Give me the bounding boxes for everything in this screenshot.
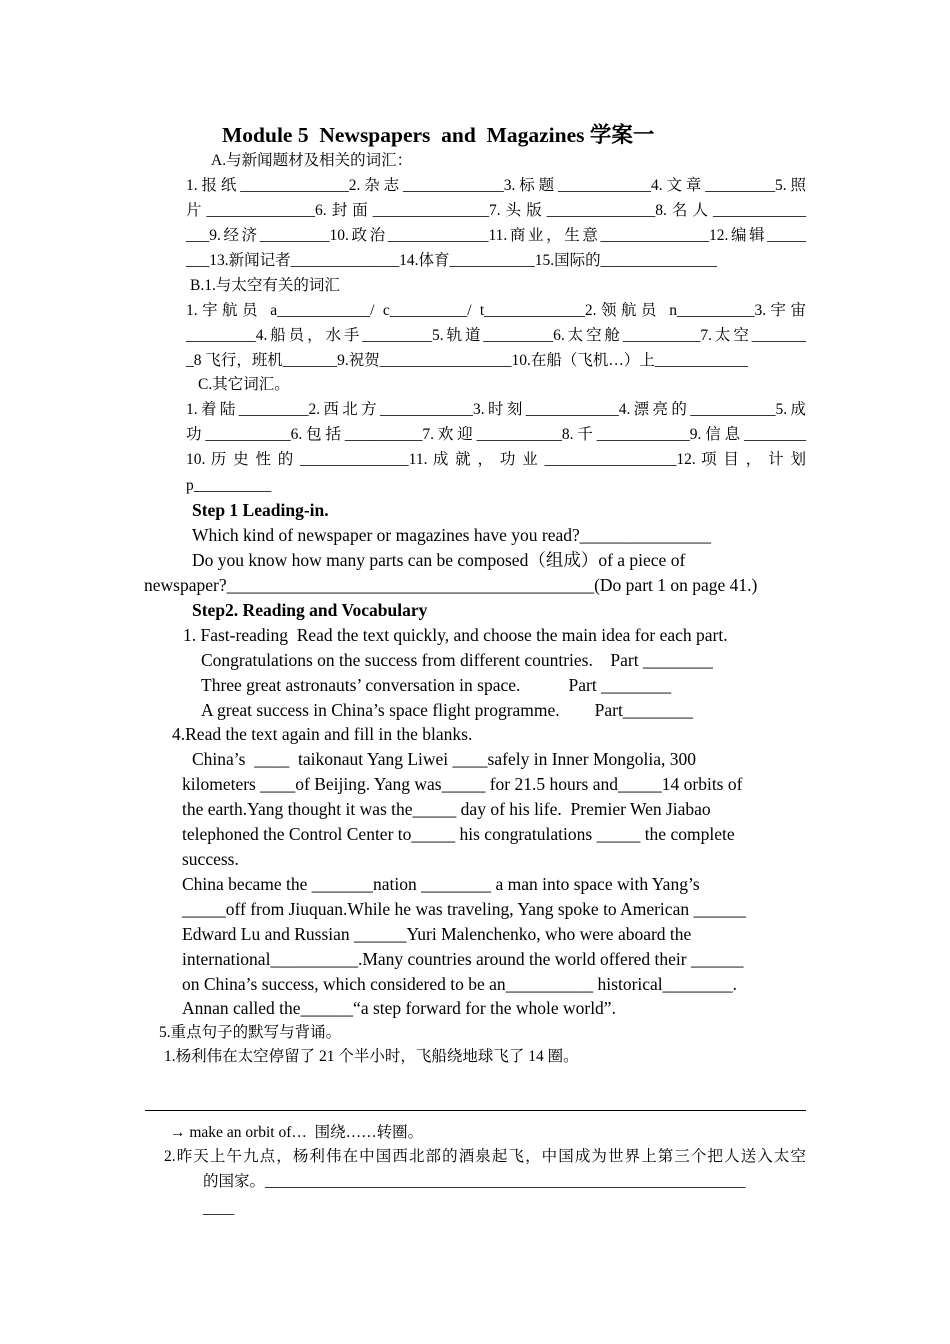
page-title: Module 5 Newspapers and Magazines 学案一 xyxy=(222,123,655,147)
passage-line: on China’s success, which considered to be an__________ historical________. xyxy=(182,974,738,994)
step2-heading: Step2. Reading and Vocabulary xyxy=(192,600,428,620)
read-again-task: 4.Read the text again and fill in the blanks. xyxy=(172,724,473,744)
vocab-line: 1.宇航员 a____________/ c__________/ t_____________2.领航员 n__________3.宇宙 xyxy=(186,302,806,319)
vocab-line: 1.报纸______________2.杂志_____________3.标题____________4.文章_________5.照 xyxy=(186,177,806,194)
vocab-line: p__________ xyxy=(186,477,272,494)
step1-question: newspaper?__________________________________________(Do part 1 on page 41.) xyxy=(144,575,758,595)
note: → make an orbit of… 围绕……转圈。 xyxy=(170,1124,424,1141)
vocab-line: _8 飞行，班机_______9.祝贺_________________10.在船（飞机…）上____________ xyxy=(186,352,748,369)
sentence-2: 2.昨天上午九点，杨利伟在中国西北部的酒泉起飞，中国成为世界上第三个把人送入太空 xyxy=(164,1148,806,1165)
sentence-2-blank: ____ xyxy=(203,1200,234,1217)
vocab-line: 10. 历 史 性 的 ______________11. 成 就 ， 功 业 _________________12. 项 目 ， 计 划 xyxy=(186,451,806,468)
vocab-line: _________4.船员，水手_________5.轨道_________6.太空舱__________7.太空_______ xyxy=(186,327,806,344)
passage-line: Annan called the______“a step forward for the whole world”. xyxy=(182,998,616,1018)
passage-line: success. xyxy=(182,849,239,869)
passage-line: Edward Lu and Russian ______Yuri Malenchenko, who were aboard the xyxy=(182,924,692,944)
vocab-line: 功___________6.包括__________7.欢迎___________8.千____________9.信息________ xyxy=(186,426,806,443)
vocab-line: 1.着陆_________2.西北方____________3.时刻____________4.漂亮的___________5.成 xyxy=(186,401,806,418)
vocab-line: ___13.新闻记者______________14.体育___________15.国际的_______________ xyxy=(186,252,717,269)
sentence-2-cont: 的国家。______________________________________________________________ xyxy=(203,1173,746,1190)
passage-line: kilometers ____of Beijing. Yang was_____ for 21.5 hours and_____14 orbits of xyxy=(182,774,743,794)
passage-line: telephoned the Control Center to_____ his congratulations _____ the complete xyxy=(182,824,735,844)
section-c-heading: C.其它词汇。 xyxy=(198,376,290,393)
passage-line: China’s ____ taikonaut Yang Liwei ____safely in Inner Mongolia, 300 xyxy=(192,749,697,769)
passage-line: China became the _______nation ________ a man into space with Yang’s xyxy=(182,874,700,894)
section-a-heading: A.与新闻题材及相关的词汇： xyxy=(211,152,413,169)
fast-reading-task: 1. Fast-reading Read the text quickly, and choose the main idea for each part. xyxy=(183,625,728,645)
main-idea-item: Congratulations on the success from different countries. Part ________ xyxy=(201,650,713,670)
step1-heading: Step 1 Leading-in. xyxy=(192,500,329,520)
passage-line: international__________.Many countries around the world offered their ______ xyxy=(182,949,744,969)
vocab-line: ___9.经济_________10.政治_____________11.商业，生意______________12.编辑_____ xyxy=(186,227,806,244)
sentence-1: 1.杨利伟在太空停留了 21 个半小时，飞船绕地球飞了 14 圈。 xyxy=(164,1048,579,1065)
main-idea-item: A great success in China’s space flight programme. Part________ xyxy=(201,700,693,720)
passage-line: _____off from Jiuquan.While he was traveling, Yang spoke to American ______ xyxy=(182,899,746,919)
step1-question: Do you know how many parts can be composed（组成）of a piece of xyxy=(192,550,686,570)
section-5-heading: 5.重点句子的默写与背诵。 xyxy=(159,1024,342,1041)
main-idea-item: Three great astronauts’ conversation in space. Part ________ xyxy=(201,675,672,695)
answer-line[interactable] xyxy=(145,1110,806,1111)
passage-line: the earth.Yang thought it was the_____ day of his life. Premier Wen Jiabao xyxy=(182,799,711,819)
section-b-heading: B.1.与太空有关的词汇 xyxy=(190,277,340,294)
vocab-line: 片______________6.封面_______________7.头版______________8.名人____________ xyxy=(186,202,806,219)
step1-question: Which kind of newspaper or magazines have you read?_______________ xyxy=(192,525,712,545)
